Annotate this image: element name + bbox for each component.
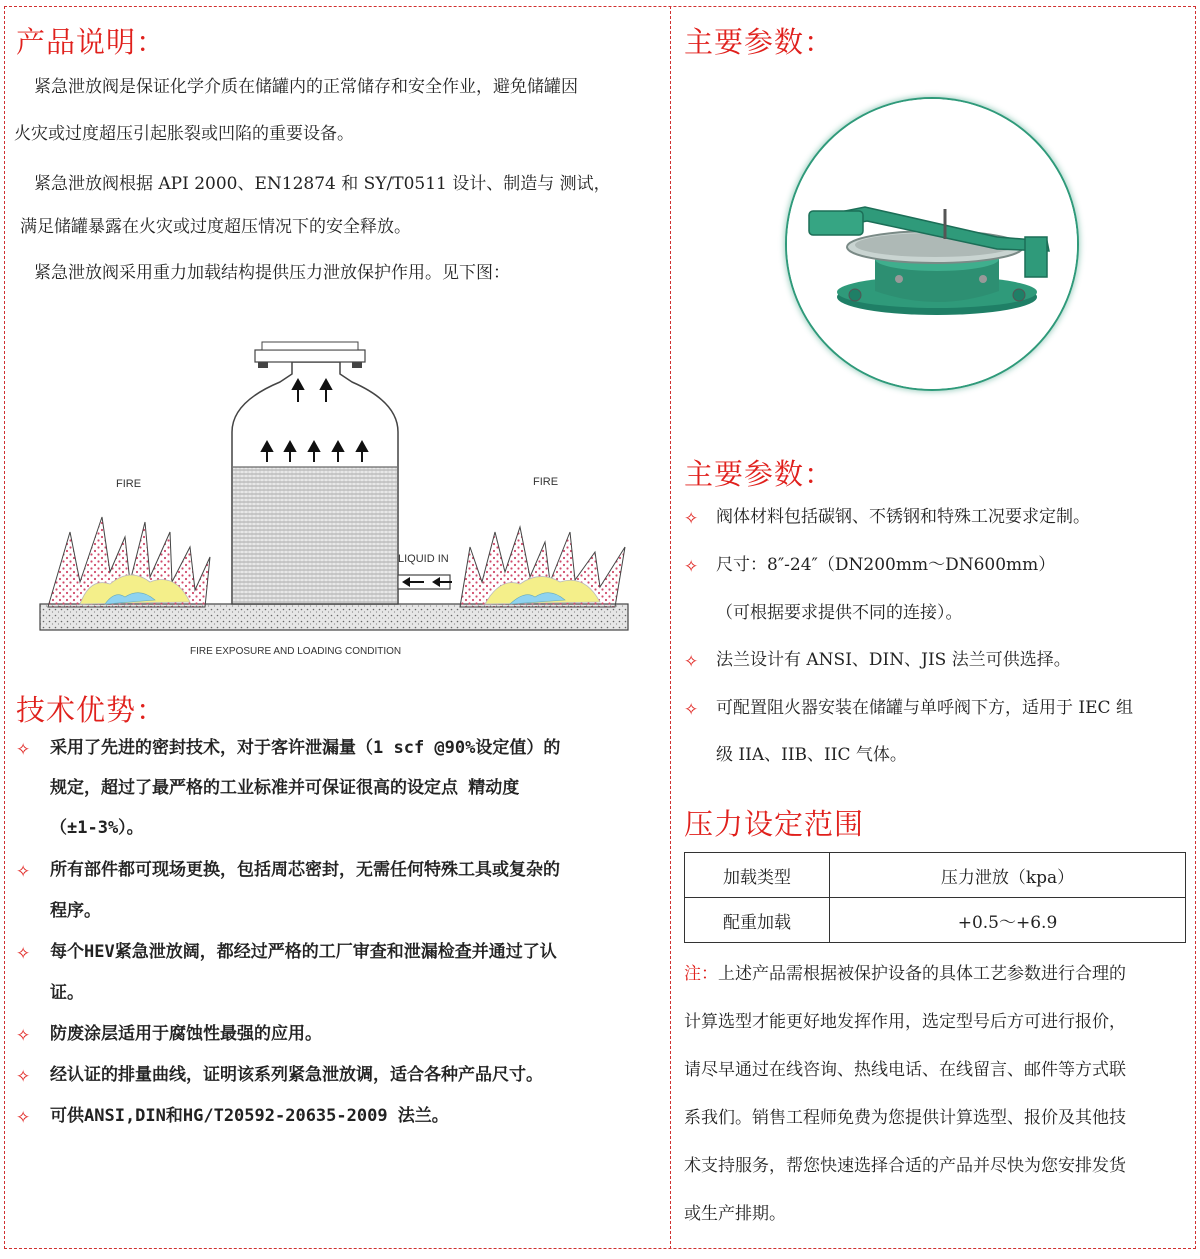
- bullet-icon: ✧: [684, 700, 699, 720]
- param-line: 阀体材料包括碳钢、不锈钢和特殊工况要求定制。: [716, 507, 1090, 527]
- intro-line: 紧急泄放阀根据 API 2000、EN12874 和 SY/T0511 设计、制造与 测试，: [34, 174, 611, 194]
- right-fire: [460, 527, 625, 607]
- advantage-line: 规定，超过了最严格的工业标准并可保证很高的设定点 精动度: [50, 778, 520, 798]
- bullet-icon: ✧: [16, 862, 31, 882]
- technical-advantages-heading: 技术优势：: [16, 693, 167, 727]
- bullet-icon: ✧: [16, 1067, 31, 1087]
- advantage-line: 防废涂层适用于腐蚀性最强的应用。: [50, 1024, 322, 1044]
- advantage-line: 可供ANSI,DIN和HG/T20592-20635-2009 法兰。: [50, 1106, 449, 1126]
- diagram-caption: FIRE EXPOSURE AND LOADING CONDITION: [190, 646, 402, 657]
- ground-slab: [40, 604, 628, 630]
- main-parameters-heading-2: 主要参数：: [684, 457, 835, 491]
- bullet-icon: ✧: [16, 740, 31, 760]
- advantage-line: 所有部件都可现场更换，包括周芯密封，无需任何特殊工具或复杂的: [50, 860, 560, 880]
- note-line: 术支持服务，帮您快速选择合适的产品并尽快为您安排发货: [684, 1156, 1126, 1176]
- bullet-icon: ✧: [684, 509, 699, 529]
- param-line: 可配置阻火器安装在储罐与单呼阀下方，适用于 IEC 组: [716, 698, 1133, 718]
- intro-line: 紧急泄放阀是保证化学介质在储罐内的正常储存和安全作业，避免储罐因: [34, 77, 578, 97]
- fire-label-left: FIRE: [116, 478, 142, 490]
- intro-line: 满足储罐暴露在火灾或过度超压情况下的安全释放。: [20, 217, 411, 237]
- intro-line: 火灾或过度超压引起胀裂或凹陷的重要设备。: [14, 124, 354, 144]
- param-line: 法兰设计有 ANSI、DIN、JIS 法兰可供选择。: [716, 650, 1071, 670]
- note-line: 系我们。销售工程师免费为您提供计算选型、报价及其他技: [684, 1108, 1126, 1128]
- bullet-icon: ✧: [684, 652, 699, 672]
- param-line: 级 IIA、IIB、IIC 气体。: [716, 745, 907, 765]
- pressure-range-heading: 压力设定范围: [684, 807, 865, 841]
- column-divider: [670, 6, 671, 1249]
- bullet-icon: ✧: [684, 557, 699, 577]
- advantage-line: 采用了先进的密封技术，对于客许泄漏量（1 scf @90%设定值）的: [50, 738, 561, 758]
- advantage-line: 经认证的排量曲线，证明该系列紧急泄放调，适合各种产品尺寸。: [50, 1065, 543, 1085]
- table-cell: +0.5～+6.9: [830, 898, 1186, 943]
- note-line-1: [684, 966, 1126, 983]
- table-row: [685, 898, 1186, 943]
- param-line: 尺寸：8″-24″（DN200mm～DN600mm）: [716, 555, 1056, 575]
- advantage-line: （±1-3%）。: [50, 818, 144, 838]
- pressure-table: [684, 852, 1186, 943]
- bullet-icon: ✧: [16, 1026, 31, 1046]
- note-label: 注：: [684, 964, 718, 984]
- relief-valve: [255, 350, 365, 362]
- note-line: 或生产排期。: [684, 1204, 786, 1224]
- intro-line: 紧急泄放阀采用重力加载结构提供压力泄放保护作用。见下图：: [34, 263, 510, 283]
- tank-liquid: [233, 467, 397, 603]
- advantage-line: 程序。: [50, 901, 101, 921]
- main-parameters-heading: 主要参数：: [684, 25, 835, 59]
- note-line: 计算选型才能更好地发挥作用，选定型号后方可进行报价，: [684, 1012, 1126, 1032]
- note-text: 上述产品需根据被保护设备的具体工艺参数进行合理的: [718, 964, 1126, 984]
- table-header-cell: 压力泄放（kpa）: [830, 853, 1186, 898]
- note-line: 请尽早通过在线咨询、热线电话、在线留言、邮件等方式联: [684, 1060, 1126, 1080]
- liquid-in-label: LIQUID IN: [398, 553, 449, 565]
- table-header-row: [685, 853, 1186, 898]
- advantage-line: 证。: [50, 983, 84, 1003]
- table-header-cell: 加载类型: [685, 853, 830, 898]
- product-description-heading: 产品说明：: [16, 25, 167, 59]
- param-line: （可根据要求提供不同的连接）。: [716, 603, 963, 623]
- advantage-line: 每个HEV紧急泄放阔，都经过严格的工厂审查和泄漏检查并通过了认: [50, 942, 557, 962]
- valve-product-photo: [787, 99, 1077, 389]
- table-cell: 配重加载: [685, 898, 830, 943]
- bullet-icon: ✧: [16, 944, 31, 964]
- fire-exposure-diagram: [30, 332, 640, 662]
- fire-label-right: FIRE: [533, 476, 559, 488]
- bullet-icon: ✧: [16, 1108, 31, 1128]
- left-fire: [48, 517, 210, 607]
